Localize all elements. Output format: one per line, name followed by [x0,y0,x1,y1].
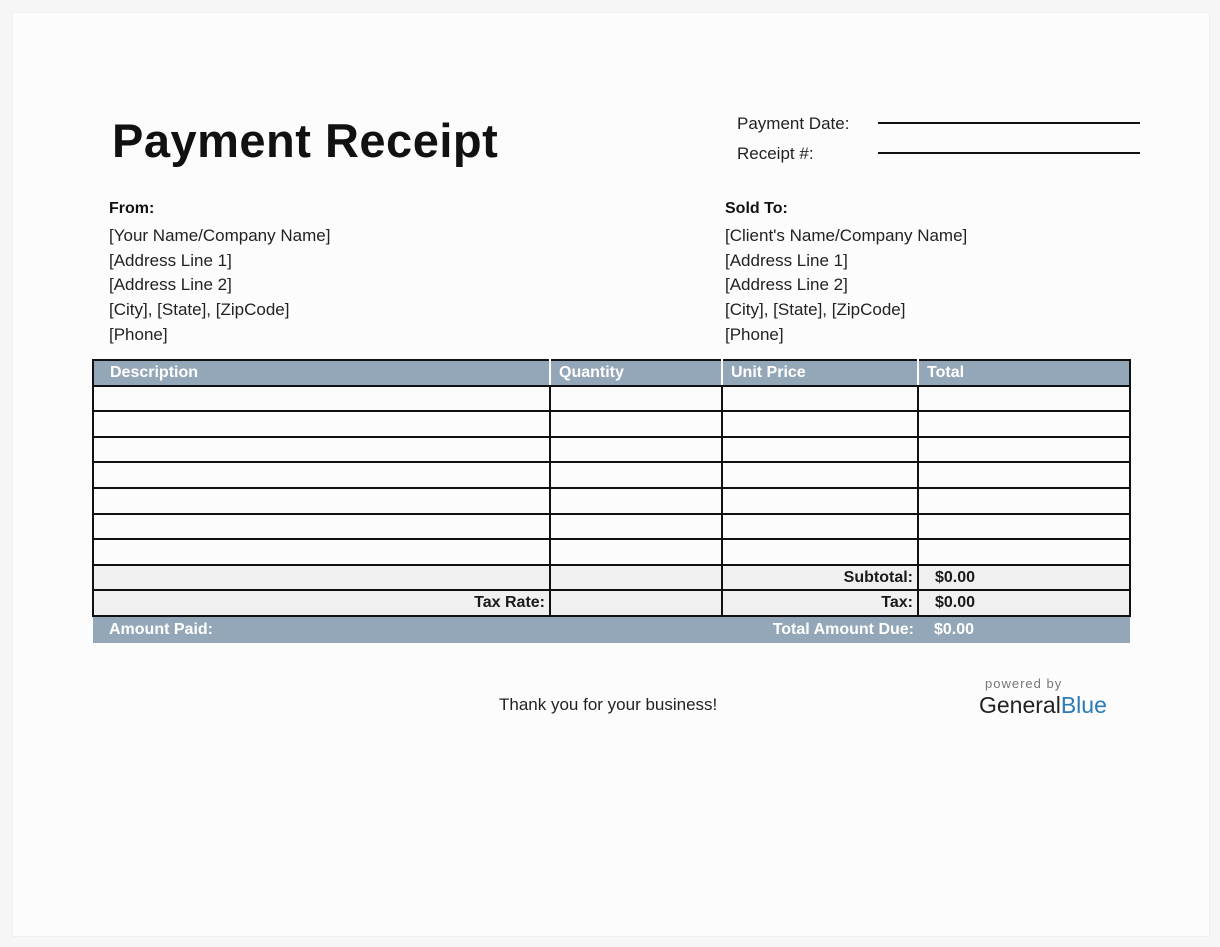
subtotal-row [93,565,1130,591]
from-heading: From: [109,200,155,217]
description-cell[interactable] [93,437,550,463]
unit-price-cell[interactable] [722,437,918,463]
tax-label: Tax: [722,590,918,616]
description-cell[interactable] [93,514,550,540]
table-row [93,386,1130,412]
subtotal-label: Subtotal: [722,565,918,591]
table-row [93,514,1130,540]
from-phone: [Phone] [109,324,168,344]
unit-price-cell[interactable] [722,488,918,514]
col-header-quantity: Quantity [550,360,722,386]
from-address-2: [Address Line 2] [109,275,232,295]
quantity-cell[interactable] [550,411,722,437]
sold-to-phone: [Phone] [725,324,784,344]
from-name: [Your Name/Company Name] [109,225,331,245]
brand-blue: Blue [1060,692,1107,718]
table-row [93,437,1130,463]
total-cell[interactable] [918,437,1130,463]
description-cell[interactable] [93,411,550,437]
quantity-cell[interactable] [550,488,722,514]
items-table [92,359,1131,643]
quantity-cell[interactable] [550,386,722,412]
description-cell[interactable] [93,488,550,514]
receipt-number-label: Receipt #: [737,144,814,163]
from-block [109,197,330,348]
total-due-value: $0.00 [918,616,1130,643]
tax-row [93,590,1130,616]
total-cell[interactable] [918,488,1130,514]
tax-rate-field[interactable] [550,590,722,616]
subtotal-blank-cell [93,565,550,591]
total-cell[interactable] [918,514,1130,540]
total-cell[interactable] [918,386,1130,412]
quantity-cell[interactable] [550,514,722,540]
total-due-label: Total Amount Due: [722,616,918,643]
page-title: Payment Receipt [112,114,499,167]
payment-date-field[interactable] [878,122,1140,124]
quantity-cell[interactable] [550,462,722,488]
sold-to-address-2: [Address Line 2] [725,275,848,295]
col-header-total: Total [918,360,1130,386]
description-cell[interactable] [93,462,550,488]
table-row [93,488,1130,514]
from-city-state-zip: [City], [State], [ZipCode] [109,300,290,320]
receipt-page [12,12,1210,937]
total-cell[interactable] [918,539,1130,565]
from-address-1: [Address Line 1] [109,250,232,270]
tax-value: $0.00 [918,590,1130,616]
unit-price-cell[interactable] [722,411,918,437]
description-cell[interactable] [93,386,550,412]
unit-price-cell[interactable] [722,539,918,565]
total-cell[interactable] [918,411,1130,437]
table-header-row [93,360,1130,386]
table-row [93,539,1130,565]
description-cell[interactable] [93,539,550,565]
amount-paid-row [93,616,1130,643]
receipt-number-field[interactable] [878,152,1140,154]
quantity-cell[interactable] [550,437,722,463]
col-header-unit-price: Unit Price [722,360,918,386]
tax-rate-label: Tax Rate: [93,590,550,616]
payment-date-label: Payment Date: [737,114,850,133]
brand-general: General [979,692,1061,718]
unit-price-cell[interactable] [722,514,918,540]
unit-price-cell[interactable] [722,386,918,412]
table-row [93,411,1130,437]
sold-to-address-1: [Address Line 1] [725,250,848,270]
total-cell[interactable] [918,462,1130,488]
subtotal-blank-cell [550,565,722,591]
quantity-cell[interactable] [550,539,722,565]
thank-you-note: Thank you for your business! [499,695,718,714]
powered-by-text: powered by [985,676,1063,691]
sold-to-block [725,197,967,348]
subtotal-value: $0.00 [918,565,1130,591]
brand-logo [979,676,1107,719]
sold-to-city-state-zip: [City], [State], [ZipCode] [725,300,906,320]
sold-to-name: [Client's Name/Company Name] [725,225,968,245]
brand-name [979,692,1107,719]
table-row [93,462,1130,488]
amount-paid-label: Amount Paid: [93,616,722,643]
unit-price-cell[interactable] [722,462,918,488]
sold-to-heading: Sold To: [725,200,788,217]
col-header-description: Description [93,360,550,386]
